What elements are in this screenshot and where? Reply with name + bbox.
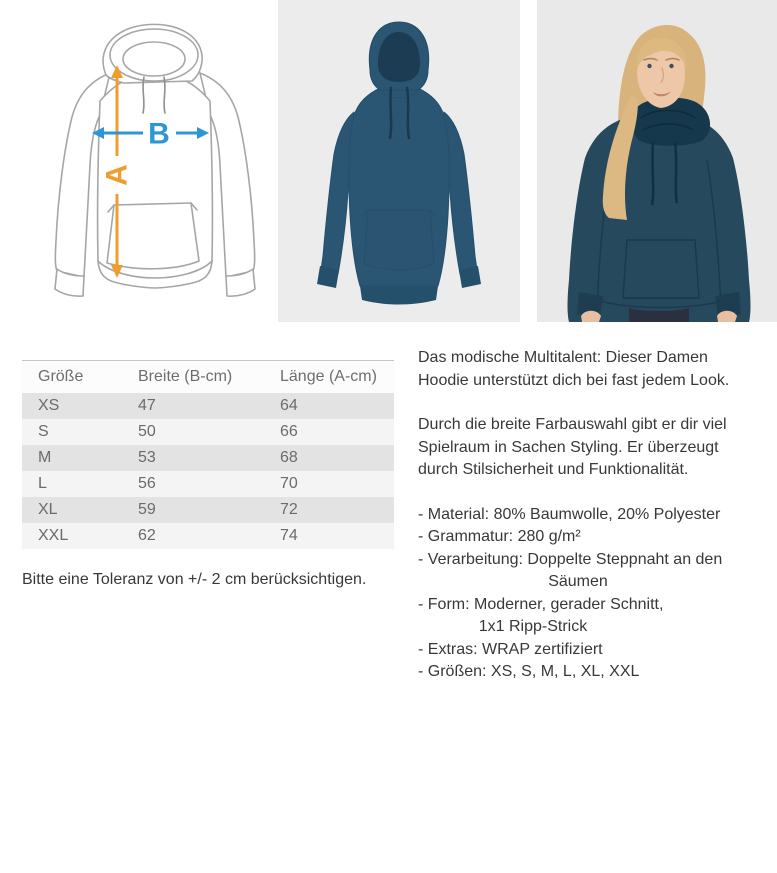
size-cell: XS: [38, 397, 60, 414]
length-cell: 70: [280, 475, 298, 492]
length-cell: 74: [280, 527, 298, 544]
description-styling: [418, 414, 773, 482]
length-label-a: A: [100, 164, 134, 186]
size-cell: S: [38, 423, 49, 440]
size-table-header-groesse: Größe: [22, 361, 122, 394]
table-row: [22, 523, 394, 549]
spec-line-grammatur: - Grammatur: 280 g/m²: [418, 528, 581, 545]
spec-line-material: - Material: 80% Baumwolle, 20% Polyester: [418, 505, 721, 523]
size-table: [22, 360, 394, 549]
product-description: [418, 347, 773, 706]
width-cell: 47: [138, 397, 156, 414]
table-row: [22, 445, 394, 471]
spec-line-verarbeitung: - Verarbeitung: Doppelte Steppnaht an den: [418, 550, 723, 568]
width-cell: 62: [138, 527, 156, 544]
width-cell: 56: [138, 475, 156, 492]
description-specs: [418, 504, 773, 684]
hoodie-outline: [55, 24, 255, 296]
description-line: Spielraum in Sachen Styling. Er überzeugt: [418, 438, 719, 456]
size-cell: XL: [38, 501, 58, 518]
length-cell: 66: [280, 423, 298, 440]
size-table-header-row: [22, 361, 394, 394]
table-row: [22, 471, 394, 497]
length-cell: 72: [280, 501, 298, 518]
product-photo-image: [278, 0, 520, 322]
model-photo-image: [537, 0, 777, 322]
spec-line-form-cont: 1x1 Ripp-Strick: [478, 618, 588, 635]
width-cell: 50: [138, 423, 156, 440]
spec-line-verarbeitung-cont: Säumen: [548, 573, 608, 590]
width-label-b: B: [148, 117, 170, 151]
table-row: [22, 419, 394, 445]
size-table-header-laenge: Länge (A-cm): [264, 361, 394, 394]
description-line: Durch die breite Farbauswahl gibt er dir viel: [418, 416, 727, 433]
size-cell: L: [38, 475, 47, 492]
table-row: [22, 393, 394, 419]
length-cell: 64: [280, 397, 298, 414]
description-intro: [418, 347, 773, 392]
table-row: [22, 497, 394, 523]
spec-line-form: - Form: Moderner, gerader Schnitt,: [418, 595, 664, 613]
spec-line-extras: - Extras: WRAP zertifiziert: [418, 640, 603, 658]
width-cell: 59: [138, 501, 156, 518]
width-cell: 53: [138, 449, 156, 466]
product-photo-front: [278, 0, 520, 322]
tolerance-note: Bitte eine Toleranz von +/- 2 cm berücksichtigen.: [22, 571, 367, 588]
description-line: Hoodie unterstützt dich bei fast jedem Look.: [418, 371, 730, 389]
hoodie-measurement-diagram: [40, 15, 270, 310]
description-line: Das modische Multitalent: Dieser Damen: [418, 349, 708, 366]
spec-line-groessen: - Größen: XS, S, M, L, XL, XXL: [418, 663, 640, 680]
description-line: durch Stilsicherheit und Funktionalität.: [418, 461, 689, 478]
hoodie-sketch-image: [40, 15, 270, 310]
model-photo: [537, 0, 777, 322]
size-table-header-breite: Breite (B-cm): [122, 361, 264, 394]
size-cell: XXL: [38, 527, 69, 544]
size-cell: M: [38, 449, 52, 466]
length-cell: 68: [280, 449, 298, 466]
